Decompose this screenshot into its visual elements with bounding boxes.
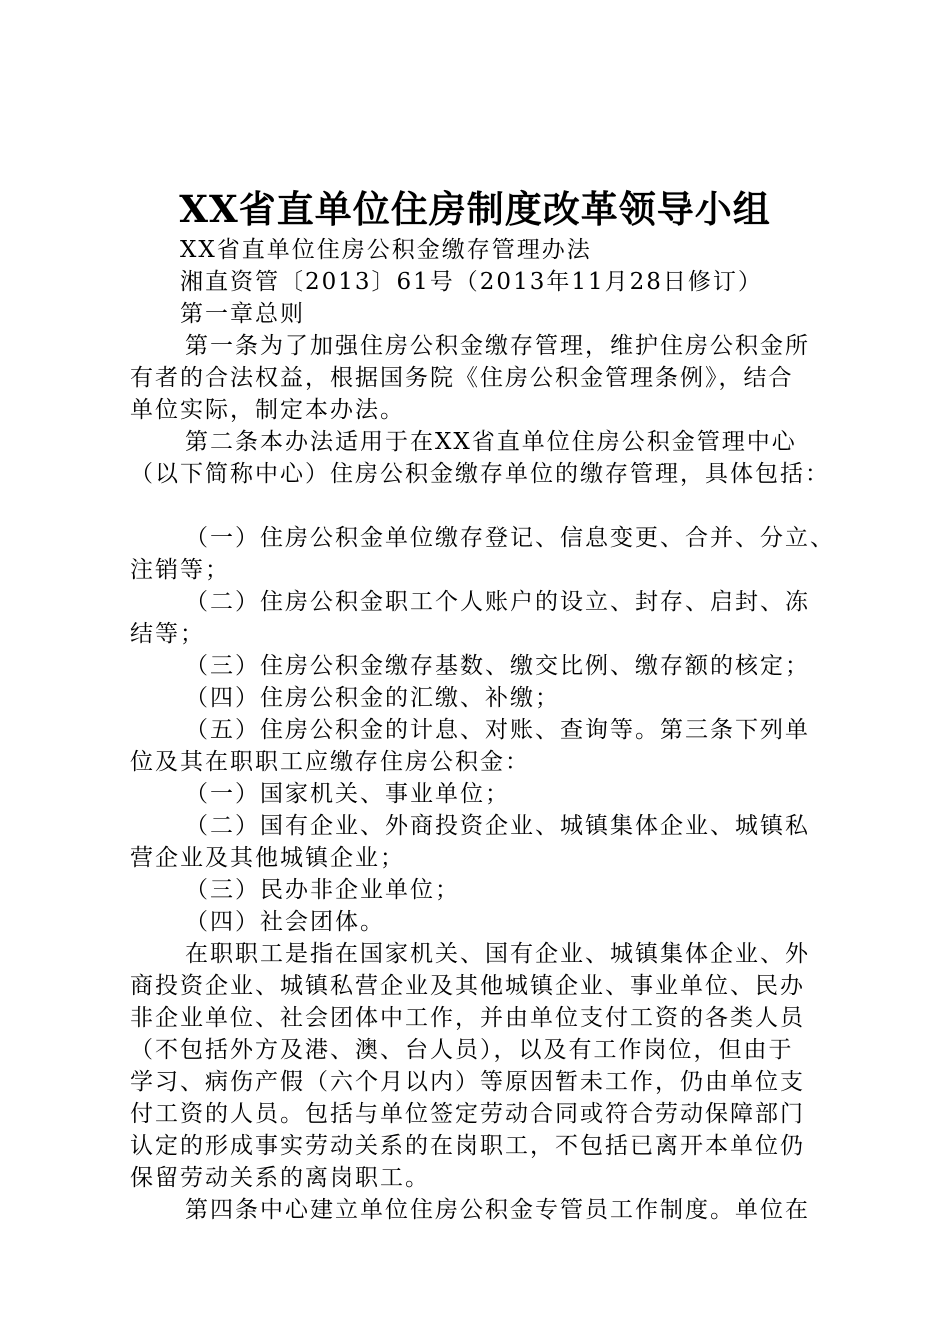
list-item-line: （一）住房公积金单位缴存登记、信息变更、合并、分立、 — [185, 525, 835, 551]
paragraph-line: （以下简称中心）住房公积金缴存单位的缴存管理，具体包括： — [130, 461, 830, 487]
paragraph-line: 位及其在职职工应缴存住房公积金： — [130, 749, 530, 775]
paragraph-line: 有者的合法权益，根据国务院《住房公积金管理条例》，结合 — [130, 365, 794, 391]
subtitle-line: XX省直单位住房公积金缴存管理办法 — [180, 237, 592, 263]
paragraph-line: 学习、病伤产假（六个月以内）等原因暂未工作，仍由单位支 — [130, 1069, 805, 1095]
paragraph-line: 非企业单位、社会团体中工作，并由单位支付工资的各类人员 — [130, 1005, 805, 1031]
list-item-line: （三）住房公积金缴存基数、缴交比例、缴存额的核定； — [185, 653, 810, 679]
list-item-line: 结等； — [130, 621, 205, 647]
chapter-heading: 第一章总则 — [180, 301, 305, 327]
paragraph-line: 商投资企业、城镇私营企业及其他城镇企业、事业单位、民办 — [130, 973, 805, 999]
document-title: XX省直单位住房制度改革领导小组 — [179, 187, 771, 231]
list-item-line: （三）民办非企业单位； — [185, 877, 460, 903]
paragraph-line: （不包括外方及港、澳、台人员），以及有工作岗位，但由于 — [130, 1037, 794, 1063]
list-item-line: （四）社会团体。 — [185, 909, 385, 935]
paragraph-line: 付工资的人员。包括与单位签定劳动合同或符合劳动保障部门 — [130, 1101, 805, 1127]
paragraph-line: 第二条本办法适用于在XX省直单位住房公积金管理中心 — [185, 429, 797, 455]
paragraph-line: 保留劳动关系的离岗职工。 — [130, 1165, 430, 1191]
document-number-line: 湘直资管〔2013〕61号（2013年11月28日修订） — [180, 269, 763, 295]
paragraph-line: 第一条为了加强住房公积金缴存管理，维护住房公积金所 — [185, 333, 810, 359]
paragraph-line: 第四条中心建立单位住房公积金专管员工作制度。单位在 — [185, 1197, 810, 1223]
blank-line — [130, 490, 830, 522]
list-item-line: 营企业及其他城镇企业； — [130, 845, 405, 871]
document-body — [130, 234, 835, 1226]
paragraph-line: 单位实际，制定本办法。 — [130, 397, 405, 423]
list-item-line: （二）国有企业、外商投资企业、城镇集体企业、城镇私 — [185, 813, 810, 839]
list-item-line: 注销等； — [130, 557, 230, 583]
list-item-line: （一）国家机关、事业单位； — [185, 781, 510, 807]
list-item-line: （二）住房公积金职工个人账户的设立、封存、启封、冻 — [185, 589, 810, 615]
list-item-line: （五）住房公积金的计息、对账、查询等。第三条下列单 — [185, 717, 810, 743]
paragraph-line: 在职职工是指在国家机关、国有企业、城镇集体企业、外 — [185, 941, 810, 967]
paragraph-line: 认定的形成事实劳动关系的在岗职工，不包括已离开本单位仍 — [130, 1133, 805, 1159]
list-item-line: （四）住房公积金的汇缴、补缴； — [185, 685, 560, 711]
